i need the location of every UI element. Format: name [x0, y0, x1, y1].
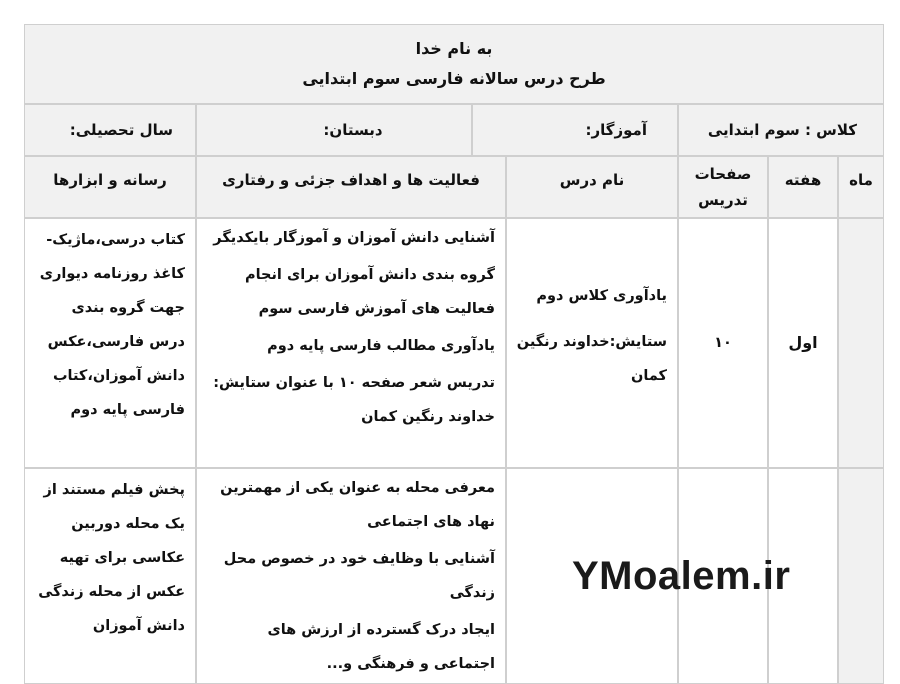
pages-cell: [678, 218, 768, 468]
year-label: سال تحصیلی:: [69, 121, 173, 139]
week-cell: [768, 218, 838, 468]
title-block: [24, 24, 884, 104]
col-lesson: نام درس: [506, 156, 678, 218]
teacher-label: آموزگار:: [585, 121, 647, 139]
media-cell: کتاب درسی،ماژیک-کاغذ روزنامه دیواری جهت گروه بندی درس فارسی،عکس دانش آموزان،کتاب فارسی پایه دوم: [24, 218, 196, 468]
media-cell: پخش فیلم مستند از یک محله دوربین عکاسی برای تهیه عکس از محله زندگی دانش آموزان: [24, 468, 196, 684]
pages-value: ۱۰: [714, 335, 732, 351]
activities-cell: [196, 218, 506, 468]
activity-item: گروه بندی دانش آموزان برای انجام فعالیت های آموزش فارسی سوم: [244, 267, 495, 317]
col-pages: صفحات تدریس: [678, 156, 768, 218]
activity-item: آشنایی با وظایف خود در خصوص محل زندگی: [223, 551, 495, 601]
col-media: رسانه و ابزارها: [24, 156, 196, 218]
activities-cell: [196, 468, 506, 684]
month-cell: [838, 218, 884, 468]
info-row: [24, 104, 884, 156]
activity-item: ایجاد درک گسترده از ارزش های اجتماعی و فرهنگی و...: [267, 622, 495, 672]
school-cell: [196, 104, 472, 156]
column-header-row: [24, 156, 884, 218]
class-label: کلاس : سوم ابتدایی: [707, 121, 857, 139]
month-cell: [838, 468, 884, 684]
lesson-name: ستایش:خداوند رنگین کمان: [516, 334, 667, 384]
class-cell: [678, 104, 884, 156]
teacher-cell: [472, 104, 678, 156]
basmala-line: به نام خدا: [415, 39, 493, 58]
document-title: طرح درس سالانه فارسی سوم ابتدایی: [302, 69, 606, 88]
lesson-plan-table: [24, 24, 884, 684]
activity-item: معرفی محله به عنوان یکی از مهمترین نهاد های اجتماعی: [220, 480, 495, 530]
activity-item: آشنایی دانش آموزان و آموزگار بایکدیگر: [213, 230, 495, 246]
activity-item: یادآوری مطالب فارسی پایه دوم: [267, 338, 495, 354]
col-week: هفته: [768, 156, 838, 218]
col-activities: فعالیت ها و اهداف جزئی و رفتاری: [196, 156, 506, 218]
lesson-name: یادآوری کلاس دوم: [536, 288, 667, 304]
school-label: دبستان:: [323, 121, 383, 139]
week-value: اول: [788, 333, 818, 352]
lesson-cell: [506, 218, 678, 468]
table-row: [24, 218, 884, 468]
year-cell: [24, 104, 196, 156]
watermark-text: YMoalem.ir: [572, 554, 791, 598]
col-month: ماه: [838, 156, 884, 218]
activity-item: تدریس شعر صفحه ۱۰ با عنوان ستایش: خداوند رنگین کمان: [213, 375, 495, 425]
